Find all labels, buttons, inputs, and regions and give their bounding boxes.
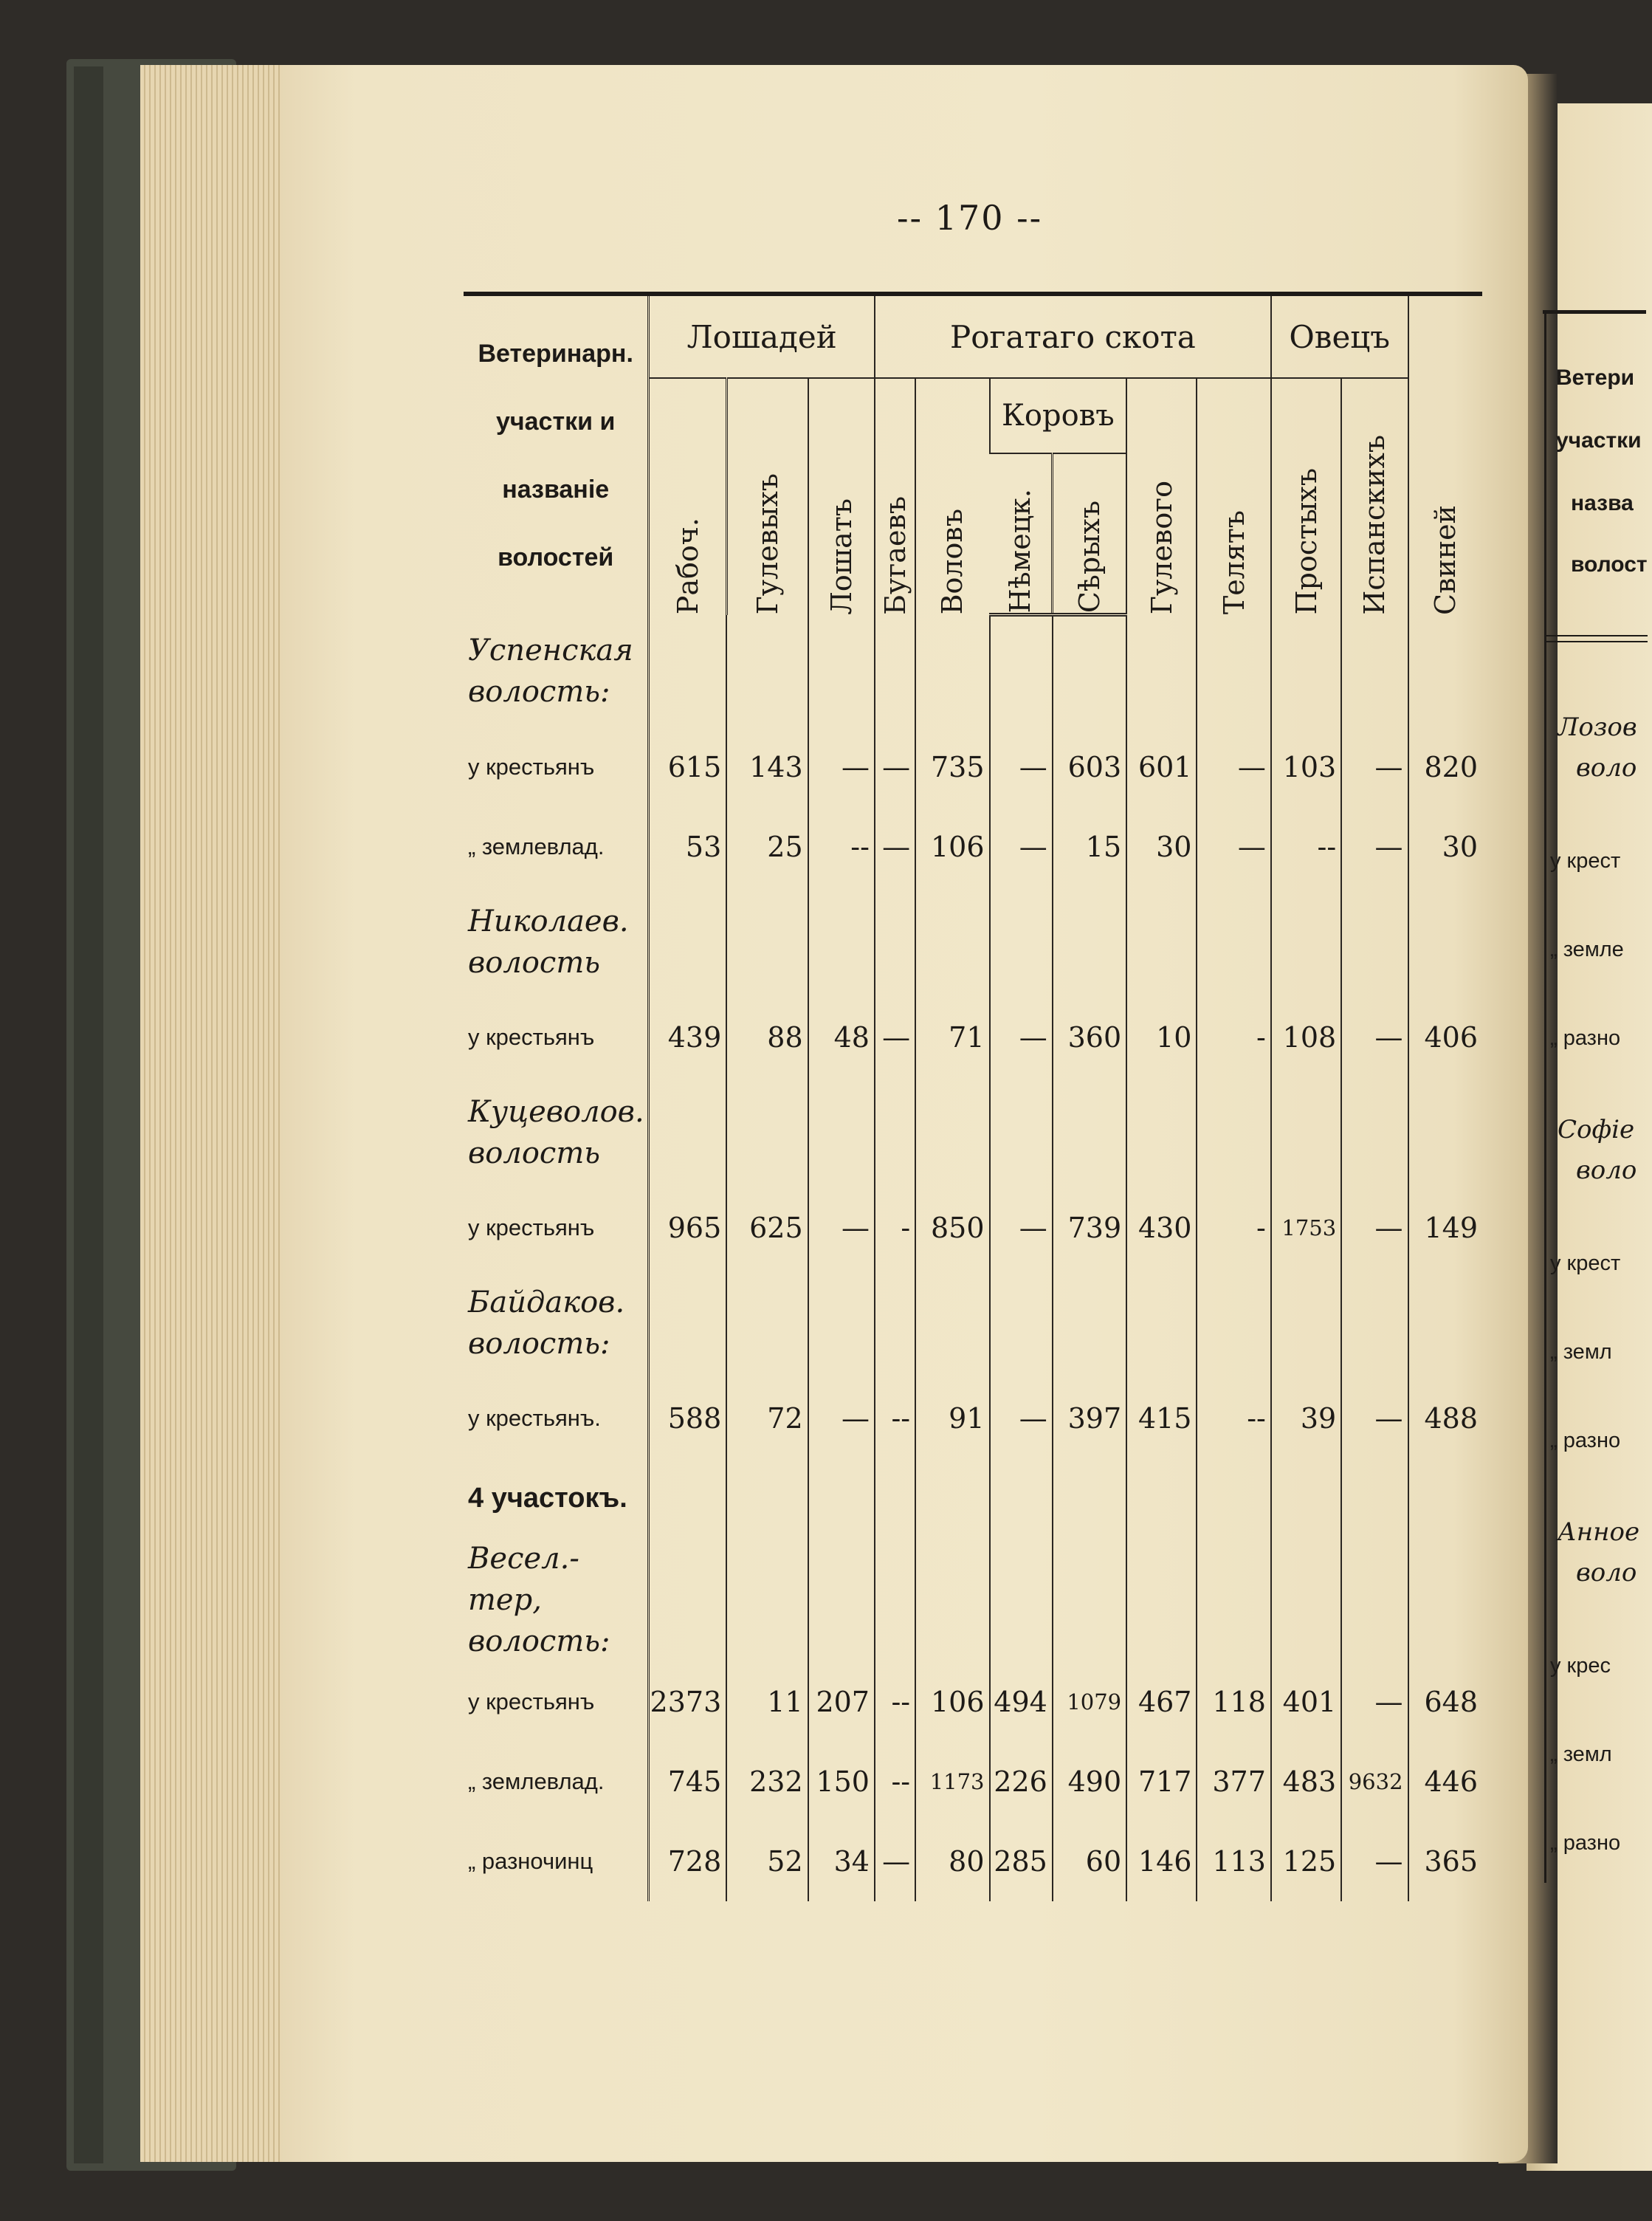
right-page-top-rule bbox=[1543, 310, 1646, 314]
empty-cell bbox=[990, 1268, 1053, 1379]
table-cell: — bbox=[808, 1188, 875, 1268]
table-cell: 11 bbox=[726, 1662, 808, 1742]
table-cell: -- bbox=[808, 807, 875, 887]
table-cell: — bbox=[1341, 1379, 1408, 1458]
empty-cell bbox=[1197, 1538, 1270, 1662]
table-cell: -- bbox=[875, 1662, 915, 1742]
empty-cell bbox=[808, 1268, 875, 1379]
table-cell: 850 bbox=[915, 1188, 989, 1268]
district-subtitle: волость: bbox=[468, 1624, 610, 1658]
col-bulls-label: Бугаевъ bbox=[878, 495, 912, 615]
col-foals-label: Лошатъ bbox=[825, 498, 858, 615]
table-cell: 360 bbox=[1053, 998, 1126, 1077]
table-cell: 490 bbox=[1053, 1742, 1126, 1822]
group-cattle: Рогатаго скота bbox=[875, 294, 1271, 378]
table-cell: -- bbox=[1271, 807, 1341, 887]
table-cell: — bbox=[1341, 1662, 1408, 1742]
empty-cell bbox=[649, 887, 726, 998]
table-cell: 72 bbox=[726, 1379, 808, 1458]
group-horses: Лошадей bbox=[649, 294, 875, 378]
right-row-label: у крест bbox=[1550, 849, 1621, 873]
empty-cell bbox=[649, 615, 726, 728]
table-row bbox=[464, 1268, 1482, 1379]
right-row-label: „ земле bbox=[1550, 938, 1624, 961]
row-label: „ разночинц bbox=[464, 1822, 649, 1901]
empty-cell bbox=[915, 615, 989, 728]
district-name bbox=[464, 1077, 649, 1188]
row-label: у крестьянъ. bbox=[464, 1379, 649, 1458]
table-cell: 365 bbox=[1408, 1822, 1482, 1901]
empty-cell bbox=[808, 1538, 875, 1662]
col-grey-cows-label: Сѣрыхъ bbox=[1073, 500, 1107, 613]
col-foals bbox=[808, 378, 875, 615]
table-cell: 735 bbox=[915, 727, 989, 807]
empty-cell bbox=[990, 887, 1053, 998]
table-cell: 401 bbox=[1271, 1662, 1341, 1742]
table-cell: 143 bbox=[726, 727, 808, 807]
table-cell: 80 bbox=[915, 1822, 989, 1901]
empty-cell bbox=[1126, 615, 1197, 728]
right-district-subtitle: воло bbox=[1576, 1558, 1637, 1587]
table-cell: — bbox=[875, 998, 915, 1077]
empty-cell bbox=[1341, 1077, 1408, 1188]
empty-cell bbox=[990, 1538, 1053, 1662]
col-calves bbox=[1197, 378, 1270, 615]
table-cell: — bbox=[990, 998, 1053, 1077]
col-plain-sheep bbox=[1271, 378, 1341, 615]
empty-cell bbox=[726, 615, 808, 728]
table-cell: — bbox=[1341, 727, 1408, 807]
table-cell: 494 bbox=[990, 1662, 1053, 1742]
table-cell: — bbox=[875, 727, 915, 807]
table-cell: 232 bbox=[726, 1742, 808, 1822]
table-cell: 88 bbox=[726, 998, 808, 1077]
table-row bbox=[464, 1538, 1482, 1662]
table-row bbox=[464, 1662, 1482, 1742]
table-cell: 467 bbox=[1126, 1662, 1197, 1742]
table-cell: -- bbox=[875, 1379, 915, 1458]
table-cell: 150 bbox=[808, 1742, 875, 1822]
empty-cell bbox=[1271, 1458, 1341, 1538]
empty-cell bbox=[875, 615, 915, 728]
table-cell: 91 bbox=[915, 1379, 989, 1458]
table-cell: 113 bbox=[1197, 1822, 1270, 1901]
table-cell: 648 bbox=[1408, 1662, 1482, 1742]
right-row-label: у крес bbox=[1550, 1654, 1611, 1678]
table-cell: 739 bbox=[1053, 1188, 1126, 1268]
empty-cell bbox=[1126, 1077, 1197, 1188]
district-subtitle: волость bbox=[468, 946, 601, 980]
table-cell: 71 bbox=[915, 998, 989, 1077]
table-row bbox=[464, 887, 1482, 998]
table-cell: 588 bbox=[649, 1379, 726, 1458]
empty-cell bbox=[1341, 1268, 1408, 1379]
empty-cell bbox=[808, 1077, 875, 1188]
empty-cell bbox=[1271, 887, 1341, 998]
table-cell: 10 bbox=[1126, 998, 1197, 1077]
district-title: Успенская bbox=[468, 633, 633, 667]
empty-cell bbox=[875, 1538, 915, 1662]
table-cell: 285 bbox=[990, 1822, 1053, 1901]
table-cell: — bbox=[1341, 1822, 1408, 1901]
empty-cell bbox=[1126, 1538, 1197, 1662]
empty-cell bbox=[726, 1268, 808, 1379]
col-bulls bbox=[875, 378, 915, 615]
empty-cell bbox=[1053, 1458, 1126, 1538]
right-row-label: „ разно bbox=[1550, 1429, 1621, 1452]
table-cell: 728 bbox=[649, 1822, 726, 1901]
table-cell: — bbox=[990, 727, 1053, 807]
district-title: Байдаков. bbox=[468, 1285, 625, 1319]
right-row-label: „ земл bbox=[1550, 1340, 1612, 1364]
district-subtitle: волость: bbox=[468, 674, 610, 709]
table-cell: 146 bbox=[1126, 1822, 1197, 1901]
stub-header bbox=[464, 294, 649, 615]
table-cell: 397 bbox=[1053, 1379, 1126, 1458]
table-cell: 415 bbox=[1126, 1379, 1197, 1458]
stub-header-line-1: Ветеринарн. bbox=[478, 339, 633, 368]
table-cell: 118 bbox=[1197, 1662, 1270, 1742]
row-label: у крестьянъ bbox=[464, 1662, 649, 1742]
empty-cell bbox=[990, 1077, 1053, 1188]
empty-cell bbox=[1053, 1538, 1126, 1662]
empty-cell bbox=[875, 1077, 915, 1188]
table-cell: 603 bbox=[1053, 727, 1126, 807]
empty-cell bbox=[1341, 887, 1408, 998]
col-free-horses bbox=[726, 378, 808, 615]
empty-cell bbox=[649, 1538, 726, 1662]
empty-cell bbox=[1341, 615, 1408, 728]
table-cell: 53 bbox=[649, 807, 726, 887]
district-name bbox=[464, 615, 649, 728]
empty-cell bbox=[1053, 1077, 1126, 1188]
table-cell: 406 bbox=[1408, 998, 1482, 1077]
table-cell: 9632 bbox=[1341, 1742, 1408, 1822]
empty-cell bbox=[915, 1538, 989, 1662]
col-grey-cows bbox=[1053, 453, 1126, 615]
table-cell: 745 bbox=[649, 1742, 726, 1822]
empty-cell bbox=[915, 1077, 989, 1188]
empty-cell bbox=[726, 1538, 808, 1662]
empty-cell bbox=[1197, 615, 1270, 728]
col-german-cows-label: Нѣмецк. bbox=[1004, 488, 1037, 613]
table-cell: 820 bbox=[1408, 727, 1482, 807]
empty-cell bbox=[1053, 887, 1126, 998]
table-cell: — bbox=[990, 807, 1053, 887]
empty-cell bbox=[1053, 1268, 1126, 1379]
table-row bbox=[464, 1077, 1482, 1188]
empty-cell bbox=[808, 1458, 875, 1538]
stub-header-line-4: волостей bbox=[498, 543, 614, 571]
table-cell: 1173 bbox=[915, 1742, 989, 1822]
district-name bbox=[464, 1538, 649, 1662]
empty-cell bbox=[915, 887, 989, 998]
empty-cell bbox=[649, 1458, 726, 1538]
table-cell: -- bbox=[875, 1742, 915, 1822]
table-body bbox=[464, 615, 1482, 1902]
empty-cell bbox=[1408, 615, 1482, 728]
table-cell: 60 bbox=[1053, 1822, 1126, 1901]
empty-cell bbox=[1271, 1077, 1341, 1188]
district-title: Николаев. bbox=[468, 904, 629, 938]
empty-cell bbox=[875, 887, 915, 998]
empty-cell bbox=[1053, 615, 1126, 728]
table-cell: — bbox=[875, 807, 915, 887]
empty-cell bbox=[990, 1458, 1053, 1538]
row-label: у крестьянъ bbox=[464, 998, 649, 1077]
table-cell: 125 bbox=[1271, 1822, 1341, 1901]
table-cell: 439 bbox=[649, 998, 726, 1077]
table-row bbox=[464, 1458, 1482, 1538]
table-row bbox=[464, 727, 1482, 807]
table-cell: 1079 bbox=[1053, 1662, 1126, 1742]
col-free-cattle bbox=[1126, 378, 1197, 615]
district-subtitle: волость: bbox=[468, 1327, 610, 1361]
page-number: -- 170 -- bbox=[897, 198, 1043, 238]
table-cell: 30 bbox=[1408, 807, 1482, 887]
empty-cell bbox=[1197, 1077, 1270, 1188]
district-name bbox=[464, 1268, 649, 1379]
right-header-line-2: участки bbox=[1556, 428, 1642, 453]
right-row-label: у крест bbox=[1550, 1252, 1621, 1275]
table-cell: 15 bbox=[1053, 807, 1126, 887]
empty-cell bbox=[1271, 1268, 1341, 1379]
table-cell: 39 bbox=[1271, 1379, 1341, 1458]
empty-cell bbox=[726, 1077, 808, 1188]
table-cell: 430 bbox=[1126, 1188, 1197, 1268]
empty-cell bbox=[1408, 1077, 1482, 1188]
empty-cell bbox=[1408, 1458, 1482, 1538]
stub-header-line-3: названіе bbox=[502, 475, 610, 504]
table-cell: — bbox=[808, 727, 875, 807]
table-row bbox=[464, 1822, 1482, 1901]
table-cell: - bbox=[1197, 1188, 1270, 1268]
empty-cell bbox=[915, 1458, 989, 1538]
table-row bbox=[464, 1379, 1482, 1458]
empty-cell bbox=[1126, 887, 1197, 998]
empty-cell bbox=[990, 615, 1053, 728]
col-pigs-label: Свиней bbox=[1429, 504, 1462, 615]
book-spine-edge bbox=[74, 66, 103, 2163]
right-row-label: „ разно bbox=[1550, 1831, 1621, 1855]
col-work-horses-label: Рабоч. bbox=[671, 518, 704, 615]
table-cell: — bbox=[990, 1379, 1053, 1458]
table-cell: — bbox=[1197, 727, 1270, 807]
table-cell: — bbox=[1341, 807, 1408, 887]
table-cell: 625 bbox=[726, 1188, 808, 1268]
table-cell: 965 bbox=[649, 1188, 726, 1268]
empty-cell bbox=[726, 1458, 808, 1538]
right-district-title: Софіе bbox=[1558, 1115, 1635, 1144]
empty-cell bbox=[1408, 1538, 1482, 1662]
section-title bbox=[464, 1458, 649, 1538]
col-spanish-sheep bbox=[1341, 378, 1408, 615]
empty-cell bbox=[875, 1458, 915, 1538]
table-cell: 226 bbox=[990, 1742, 1053, 1822]
col-plain-sheep-label: Простыхъ bbox=[1290, 468, 1323, 615]
table-cell: 34 bbox=[808, 1822, 875, 1901]
livestock-table bbox=[464, 292, 1482, 1901]
table-cell: — bbox=[875, 1822, 915, 1901]
empty-cell bbox=[1126, 1458, 1197, 1538]
empty-cell bbox=[875, 1268, 915, 1379]
table-cell: - bbox=[875, 1188, 915, 1268]
district-name bbox=[464, 887, 649, 998]
empty-cell bbox=[649, 1268, 726, 1379]
right-district-subtitle: воло bbox=[1576, 1156, 1637, 1185]
col-calves-label: Телятъ bbox=[1217, 510, 1250, 615]
table-cell: 1753 bbox=[1271, 1188, 1341, 1268]
table-cell: 48 bbox=[808, 998, 875, 1077]
table-cell: 108 bbox=[1271, 998, 1341, 1077]
table-cell: 106 bbox=[915, 1662, 989, 1742]
row-label: у крестьянъ bbox=[464, 1188, 649, 1268]
table-row bbox=[464, 998, 1482, 1077]
table-cell: 483 bbox=[1271, 1742, 1341, 1822]
group-sheep: Овецъ bbox=[1271, 294, 1408, 378]
right-header-line-1: Ветери bbox=[1556, 365, 1635, 390]
district-title: Куцеволов. bbox=[468, 1095, 644, 1129]
table-cell: 103 bbox=[1271, 727, 1341, 807]
table-cell: 30 bbox=[1126, 807, 1197, 887]
table-cell: 446 bbox=[1408, 1742, 1482, 1822]
table-cell: 25 bbox=[726, 807, 808, 887]
empty-cell bbox=[1197, 1458, 1270, 1538]
table-cell: 717 bbox=[1126, 1742, 1197, 1822]
table-cell: 601 bbox=[1126, 727, 1197, 807]
empty-cell bbox=[1271, 1538, 1341, 1662]
table-cell: -- bbox=[1197, 1379, 1270, 1458]
col-oxen-label: Воловъ bbox=[936, 509, 969, 615]
row-label: „ землевлад. bbox=[464, 1742, 649, 1822]
table-cell: — bbox=[1341, 998, 1408, 1077]
right-header-line-3: назва bbox=[1571, 491, 1634, 515]
empty-cell bbox=[808, 615, 875, 728]
right-row-label: „ земл bbox=[1550, 1743, 1612, 1766]
row-label: у крестьянъ bbox=[464, 727, 649, 807]
empty-cell bbox=[915, 1268, 989, 1379]
table-cell: 52 bbox=[726, 1822, 808, 1901]
empty-cell bbox=[649, 1077, 726, 1188]
table-cell: — bbox=[1341, 1188, 1408, 1268]
empty-cell bbox=[1408, 1268, 1482, 1379]
col-german-cows bbox=[990, 453, 1053, 615]
empty-cell bbox=[1271, 615, 1341, 728]
col-work-horses bbox=[649, 378, 726, 615]
empty-cell bbox=[726, 887, 808, 998]
table-cell: 377 bbox=[1197, 1742, 1270, 1822]
empty-cell bbox=[1197, 887, 1270, 998]
right-header-line-4: волост bbox=[1571, 552, 1648, 577]
empty-cell bbox=[1197, 1268, 1270, 1379]
table-cell: 488 bbox=[1408, 1379, 1482, 1458]
table-cell: 106 bbox=[915, 807, 989, 887]
table-cell: 2373 bbox=[649, 1662, 726, 1742]
table-cell: - bbox=[1197, 998, 1270, 1077]
table-cell: 207 bbox=[808, 1662, 875, 1742]
empty-cell bbox=[1341, 1458, 1408, 1538]
table-cell: 615 bbox=[649, 727, 726, 807]
right-page-header-rule bbox=[1544, 635, 1648, 642]
table-cell: — bbox=[808, 1379, 875, 1458]
col-free-cattle-label: Гулевого bbox=[1145, 481, 1178, 615]
col-oxen bbox=[915, 378, 989, 615]
empty-cell bbox=[1341, 1538, 1408, 1662]
table-cell: — bbox=[990, 1188, 1053, 1268]
table-row bbox=[464, 615, 1482, 728]
right-district-title: Лозов bbox=[1558, 713, 1637, 742]
col-spanish-sheep-label: Испанскихъ bbox=[1358, 434, 1391, 615]
col-free-horses-label: Гулевыхъ bbox=[751, 473, 784, 615]
table-cell: — bbox=[1197, 807, 1270, 887]
table-row bbox=[464, 1188, 1482, 1268]
right-page-left-rule bbox=[1544, 310, 1546, 1883]
section-title-text: 4 участокъ. bbox=[468, 1482, 627, 1514]
table-cell: 149 bbox=[1408, 1188, 1482, 1268]
right-district-title: Анное bbox=[1558, 1517, 1640, 1547]
table-row bbox=[464, 1742, 1482, 1822]
empty-cell bbox=[1126, 1268, 1197, 1379]
col-pigs bbox=[1408, 294, 1482, 615]
group-cows: Коровъ bbox=[990, 378, 1127, 453]
district-title: Весел.-тер, bbox=[468, 1542, 579, 1617]
right-district-subtitle: воло bbox=[1576, 753, 1637, 783]
right-row-label: „ разно bbox=[1550, 1026, 1621, 1050]
district-subtitle: волость bbox=[468, 1136, 601, 1170]
stub-header-line-2: участки и bbox=[496, 407, 616, 436]
table-row bbox=[464, 807, 1482, 887]
row-label: „ землевлад. bbox=[464, 807, 649, 887]
empty-cell bbox=[808, 887, 875, 998]
empty-cell bbox=[1408, 887, 1482, 998]
